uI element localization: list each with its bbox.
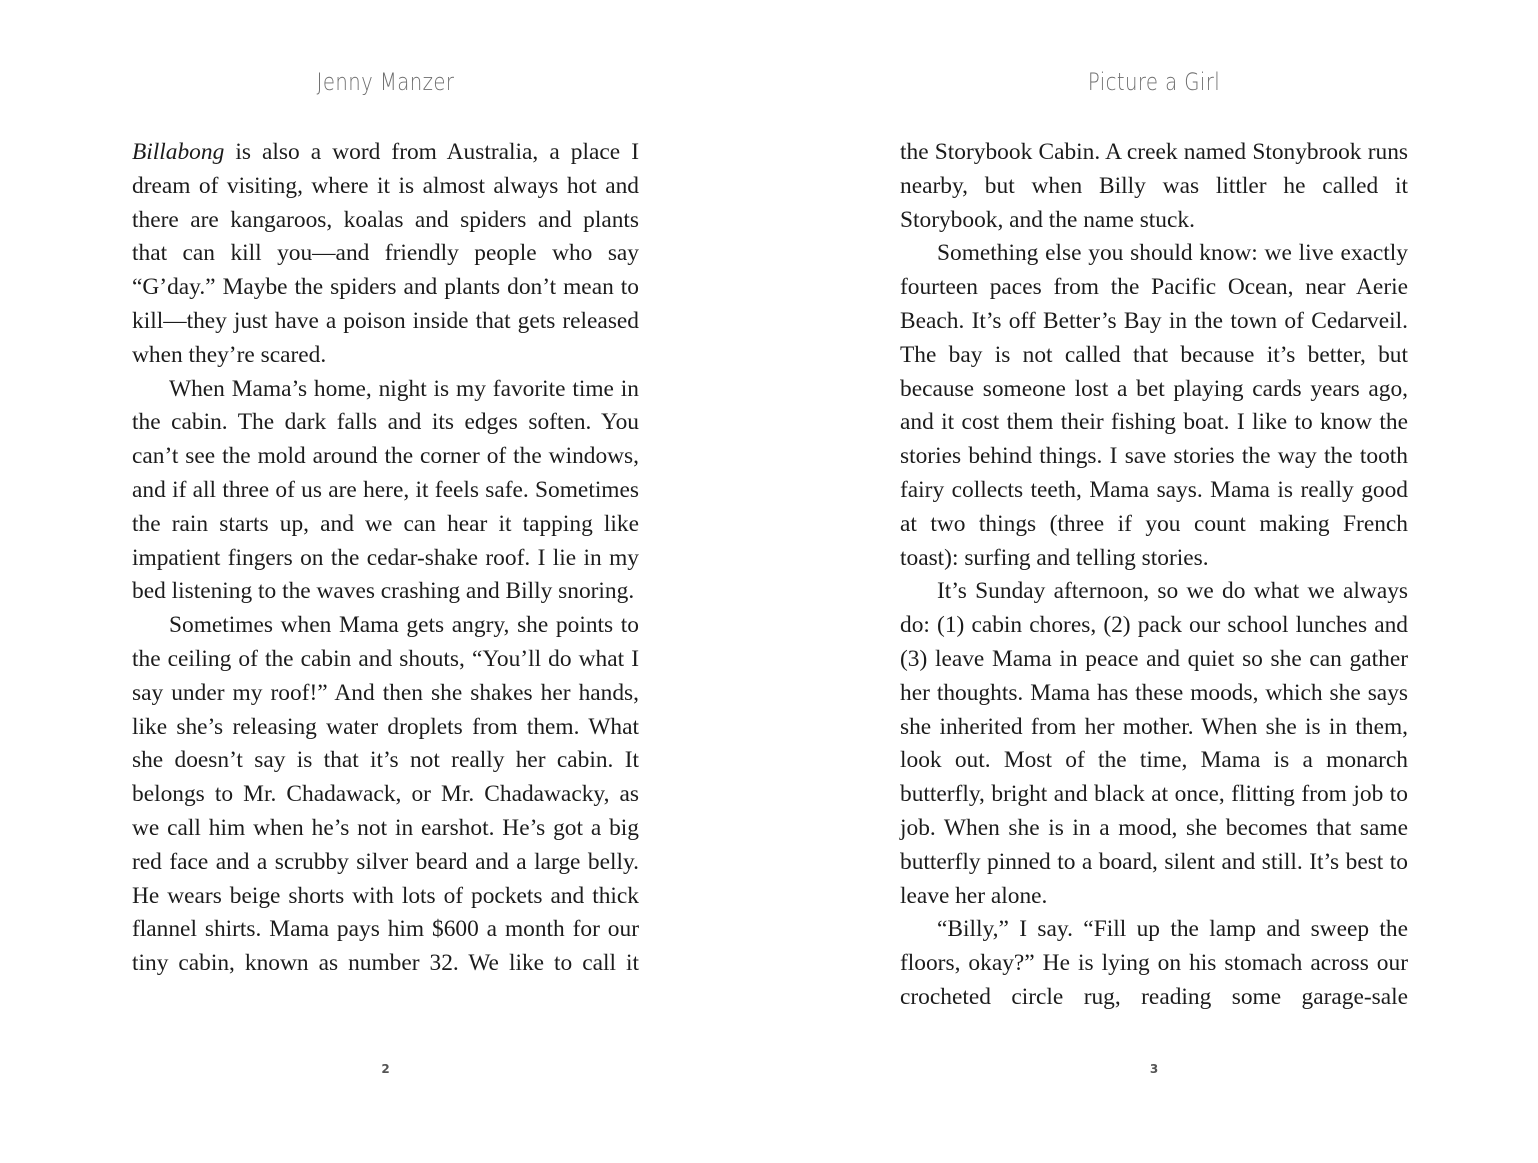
page-number: 2 (381, 1062, 390, 1076)
right-page (900, 0, 1408, 1163)
paragraph: Sometimes when Mama gets angry, she points to the ceiling of the cabin and shouts, “You’ll do what I say under my roof!” And then she shakes her hands, like she’s releasing water droplets from them. What she doesn’t say is that it’s not really her cabin. It belongs to Mr. Chadawack, or Mr. Chadawacky, as we call him when he’s not in earshot. He’s got a big red face and a scrubby silver beard and a large belly. He wears beige shorts with lots of pockets and thick flannel shirts. Mama pays him $600 a month for our tiny cabin, known as number 32. We like to call it (132, 612, 639, 977)
paragraph: Something else you should know: we live exactly fourteen paces from the Pacific Ocean, near Aerie Beach. It’s off Better’s Bay in the town of Cedarveil. The bay is not called that because it’s better, but because someone lost a bet playing cards years ago, and it cost them their fishing boat. I like to know the stories behind things. I save stories the way the tooth fairy collects teeth, Mama says. Mama is really good at two things (three if you count making French toast): surfing and telling stories. (900, 240, 1408, 571)
paragraph: When Mama’s home, night is my favorite time in the cabin. The dark falls and its edges soften. You can’t see the mold around the corner of the windows, and if all three of us are here, it feels safe. Sometimes the rain starts up, and we can hear it tapping like impatient fingers on the cedar-shake roof. I lie in my bed listening to the waves crashing and Billy snoring. (132, 375, 639, 605)
paragraph-text: is also a word from Australia, a place I dream of visiting, where it is almost always hot and there are kangaroos, koalas and spiders and plants that can kill you—and friendly people who say “G’day.” Maybe the spiders and plants don’t mean to kill—they just have a poison inside that gets released when they’re scared. (132, 139, 639, 368)
body-text (132, 136, 639, 981)
left-page (132, 0, 639, 1163)
paragraph (132, 136, 639, 373)
italic-word: Billabong (132, 139, 225, 165)
body-text (900, 136, 1408, 1015)
paragraph: It’s Sunday afternoon, so we do what we always do: (1) cabin chores, (2) pack our school lunches and (3) leave Mama in peace and quiet so she can gather her thoughts. Mama has these moods, which she says she inherited from her mother. When she is in them, look out. Most of the time, Mama is a monarch butterfly, bright and black at once, flitting from job to job. When she is in a mood, she becomes that same butterfly pinned to a board, silent and still. It’s best to leave her alone. (900, 578, 1408, 909)
running-head-author: Jenny Manzer (316, 68, 455, 96)
page-number: 3 (1149, 1062, 1159, 1076)
running-head-title: Picture a Girl (1087, 68, 1221, 96)
paragraph: “Billy,” I say. “Fill up the lamp and sweep the floors, okay?” He is lying on his stomach across our crocheted circle rug, reading some garage-sale (900, 916, 1408, 1010)
paragraph: the Storybook Cabin. A creek named Stonybrook runs nearby, but when Billy was littler he called it Storybook, and the name stuck. (900, 139, 1408, 233)
